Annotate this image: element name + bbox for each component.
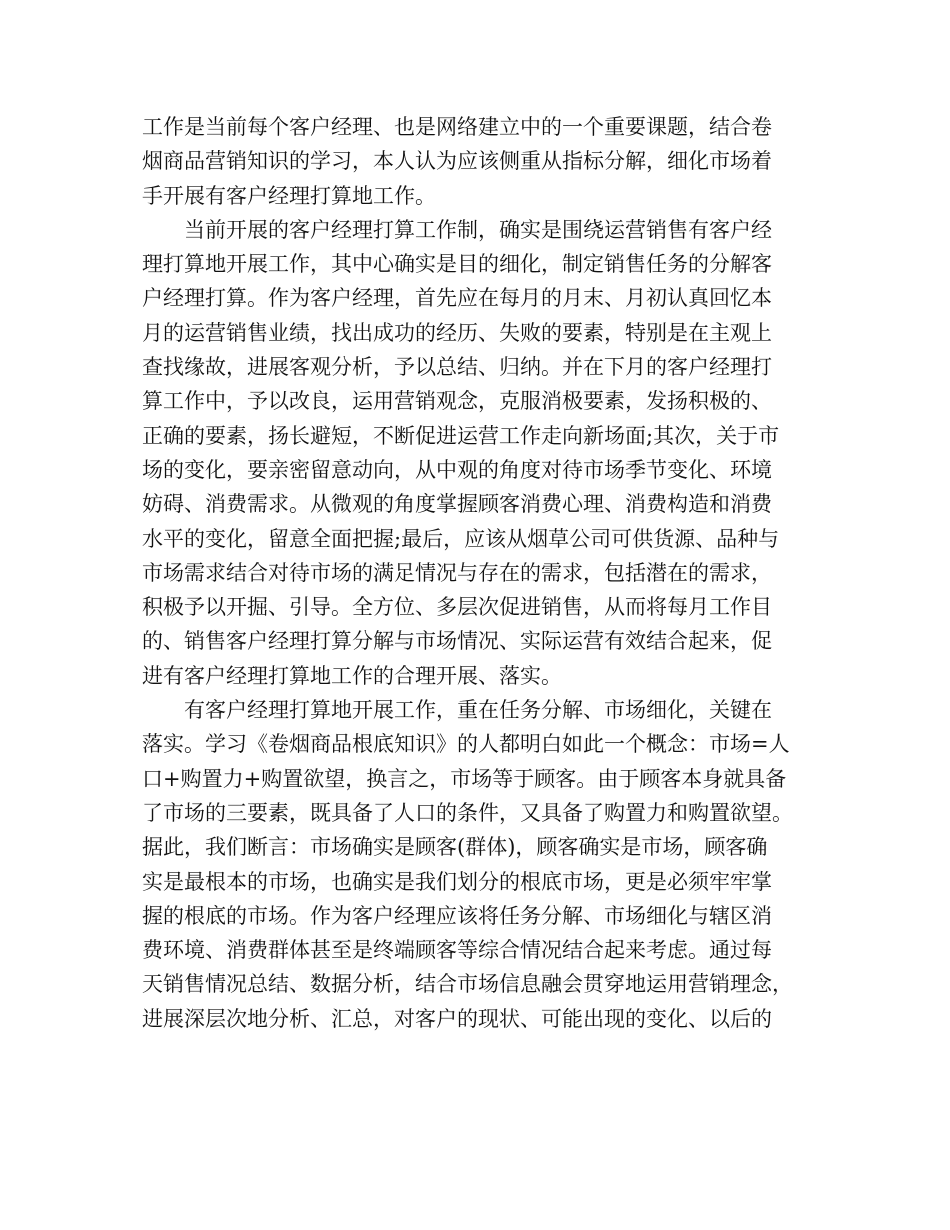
text-line: 户经理打算。作为客户经理，首先应在每月的月末、月初认真回忆本 [142, 286, 772, 311]
text-line: 落实。学习《卷烟商品根底知识》的人都明白如此一个概念：市场=人 [142, 732, 790, 757]
text-line: 的、销售客户经理打算分解与市场情况、实际运营有效结合起来，促 [142, 629, 772, 654]
text-line: 握的根底的市场。作为客户经理应该将任务分解、市场细化与辖区消 [142, 903, 772, 928]
text-line: 实是最根本的市场，也确实是我们划分的根底市场，更是必须牢牢掌 [142, 869, 772, 894]
text-line: 当前开展的客户经理打算工作制，确实是围绕运营销售有客户经 [142, 217, 772, 242]
text-line: 进有客户经理打算地工作的合理开展、落实。 [142, 663, 562, 688]
text-line: 水平的变化，留意全面把握;最后，应该从烟草公司可供货源、品种与 [142, 526, 780, 551]
text-line: 口+购置力+购置欲望，换言之，市场等于顾客。由于顾客本身就具备 [142, 766, 787, 791]
text-line: 积极予以开掘、引导。全方位、多层次促进销售，从而将每月工作目 [142, 595, 772, 620]
body-text [142, 110, 818, 1036]
text-line: 市场需求结合对待市场的满足情况与存在的需求，包括潜在的需求， [142, 560, 772, 585]
text-line: 理打算地开展工作，其中心确实是目的细化，制定销售任务的分解客 [142, 252, 772, 277]
text-line: 据此，我们断言：市场确实是顾客(群体)，顾客确实是市场，顾客确 [142, 835, 768, 860]
text-line: 有客户经理打算地开展工作，重在任务分解、市场细化，关键在 [142, 698, 772, 723]
text-line: 查找缘故，进展客观分析，予以总结、归纳。并在下月的客户经理打 [142, 355, 772, 380]
text-line: 月的运营销售业绩，找出成功的经历、失败的要素，特别是在主观上 [142, 320, 772, 345]
text-line: 进展深层次地分析、汇总，对客户的现状、可能出现的变化、以后的 [142, 1006, 772, 1031]
text-line: 手开展有客户经理打算地工作。 [142, 183, 436, 208]
text-line: 算工作中，予以改良，运用营销观念，克服消极要素，发扬积极的、 [142, 389, 772, 414]
text-line: 天销售情况总结、数据分析，结合市场信息融会贯穿地运用营销理念， [142, 972, 793, 997]
text-line: 烟商品营销知识的学习，本人认为应该侧重从指标分解，细化市场着 [142, 149, 772, 174]
text-line: 了市场的三要素，既具备了人口的条件，又具备了购置力和购置欲望。 [142, 800, 793, 825]
text-line: 妨碍、消费需求。从微观的角度掌握顾客消费心理、消费构造和消费 [142, 492, 772, 517]
text-line: 正确的要素，扬长避短，不断促进运营工作走向新场面;其次，关于市 [142, 423, 780, 448]
text-line: 费环境、消费群体甚至是终端顾客等综合情况结合起来考虑。通过每 [142, 938, 772, 963]
text-line: 场的变化，要亲密留意动向，从中观的角度对待市场季节变化、环境 [142, 457, 772, 482]
text-line: 工作是当前每个客户经理、也是网络建立中的一个重要课题，结合卷 [142, 115, 772, 139]
